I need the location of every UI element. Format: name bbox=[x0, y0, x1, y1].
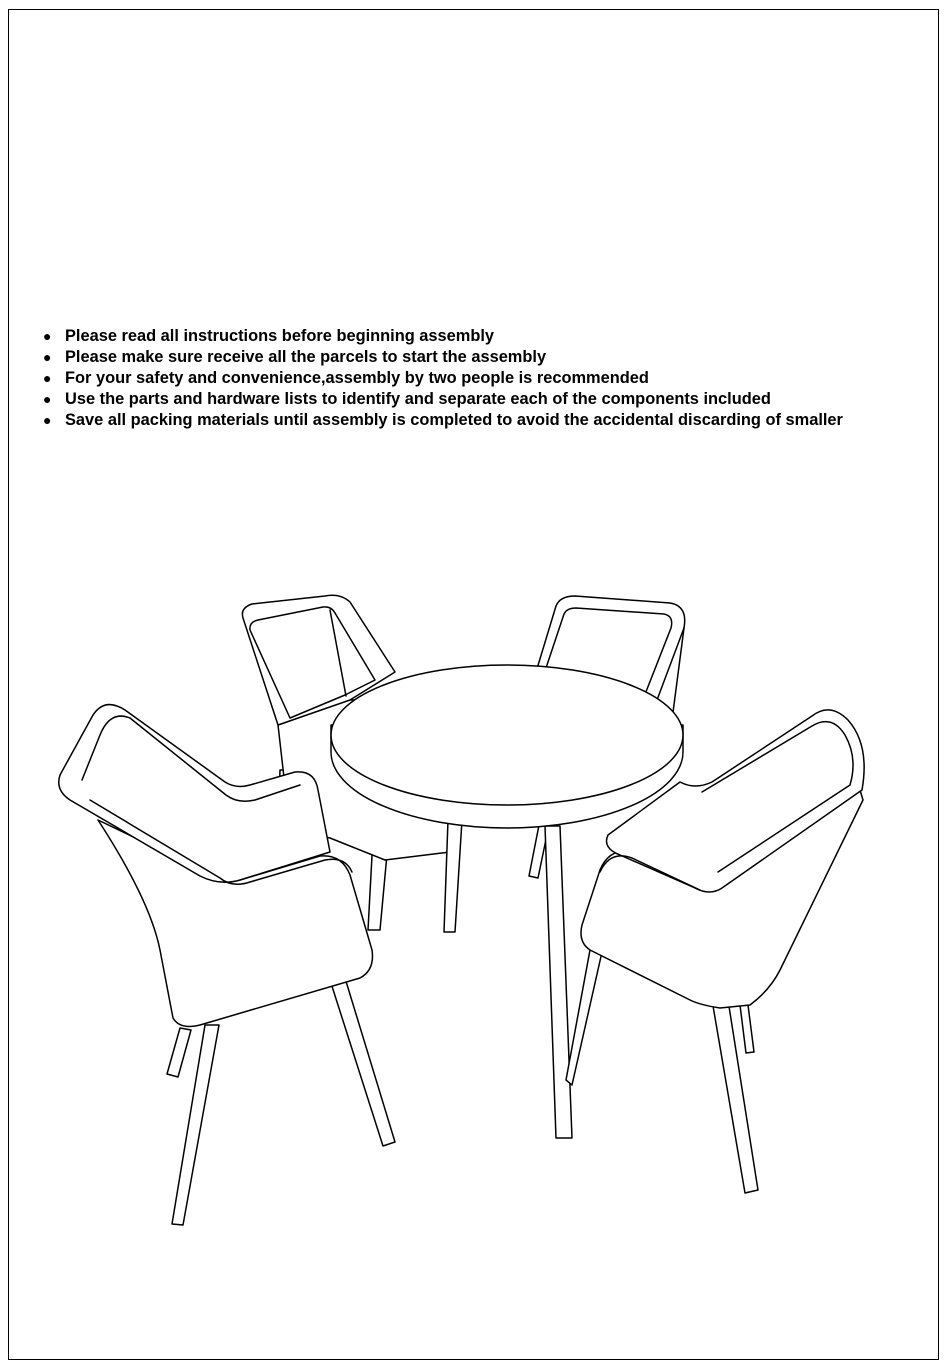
instruction-text: For your safety and convenience,assembly by two people is recommended bbox=[65, 369, 649, 387]
instruction-text: Use the parts and hardware lists to identify and separate each of the components included bbox=[65, 390, 771, 408]
table-top bbox=[331, 665, 683, 828]
bullet-icon: ● bbox=[43, 349, 52, 365]
chair-front-left-rear-leg bbox=[167, 1028, 191, 1077]
bullet-icon: ● bbox=[43, 391, 52, 407]
table-legs bbox=[444, 820, 572, 1138]
chair-front-right-back-leg bbox=[740, 1005, 754, 1053]
instruction-text: Please read all instructions before beginning assembly bbox=[65, 327, 495, 345]
instruction-text: Save all packing materials until assembly is completed to avoid the accidental discarding of smaller bbox=[65, 411, 843, 429]
table-leg-front bbox=[545, 826, 572, 1138]
bullet-icon: ● bbox=[43, 328, 52, 344]
instruction-text: Please make sure receive all the parcels to start the assembly bbox=[65, 348, 547, 366]
table-leg-back bbox=[444, 820, 462, 932]
table-top-surface bbox=[331, 665, 683, 805]
chair-front-right-rear-leg bbox=[566, 950, 602, 1085]
bullet-icon: ● bbox=[43, 370, 52, 386]
bullet-icon: ● bbox=[43, 412, 52, 428]
chair-front-left-front-leg bbox=[330, 978, 395, 1146]
